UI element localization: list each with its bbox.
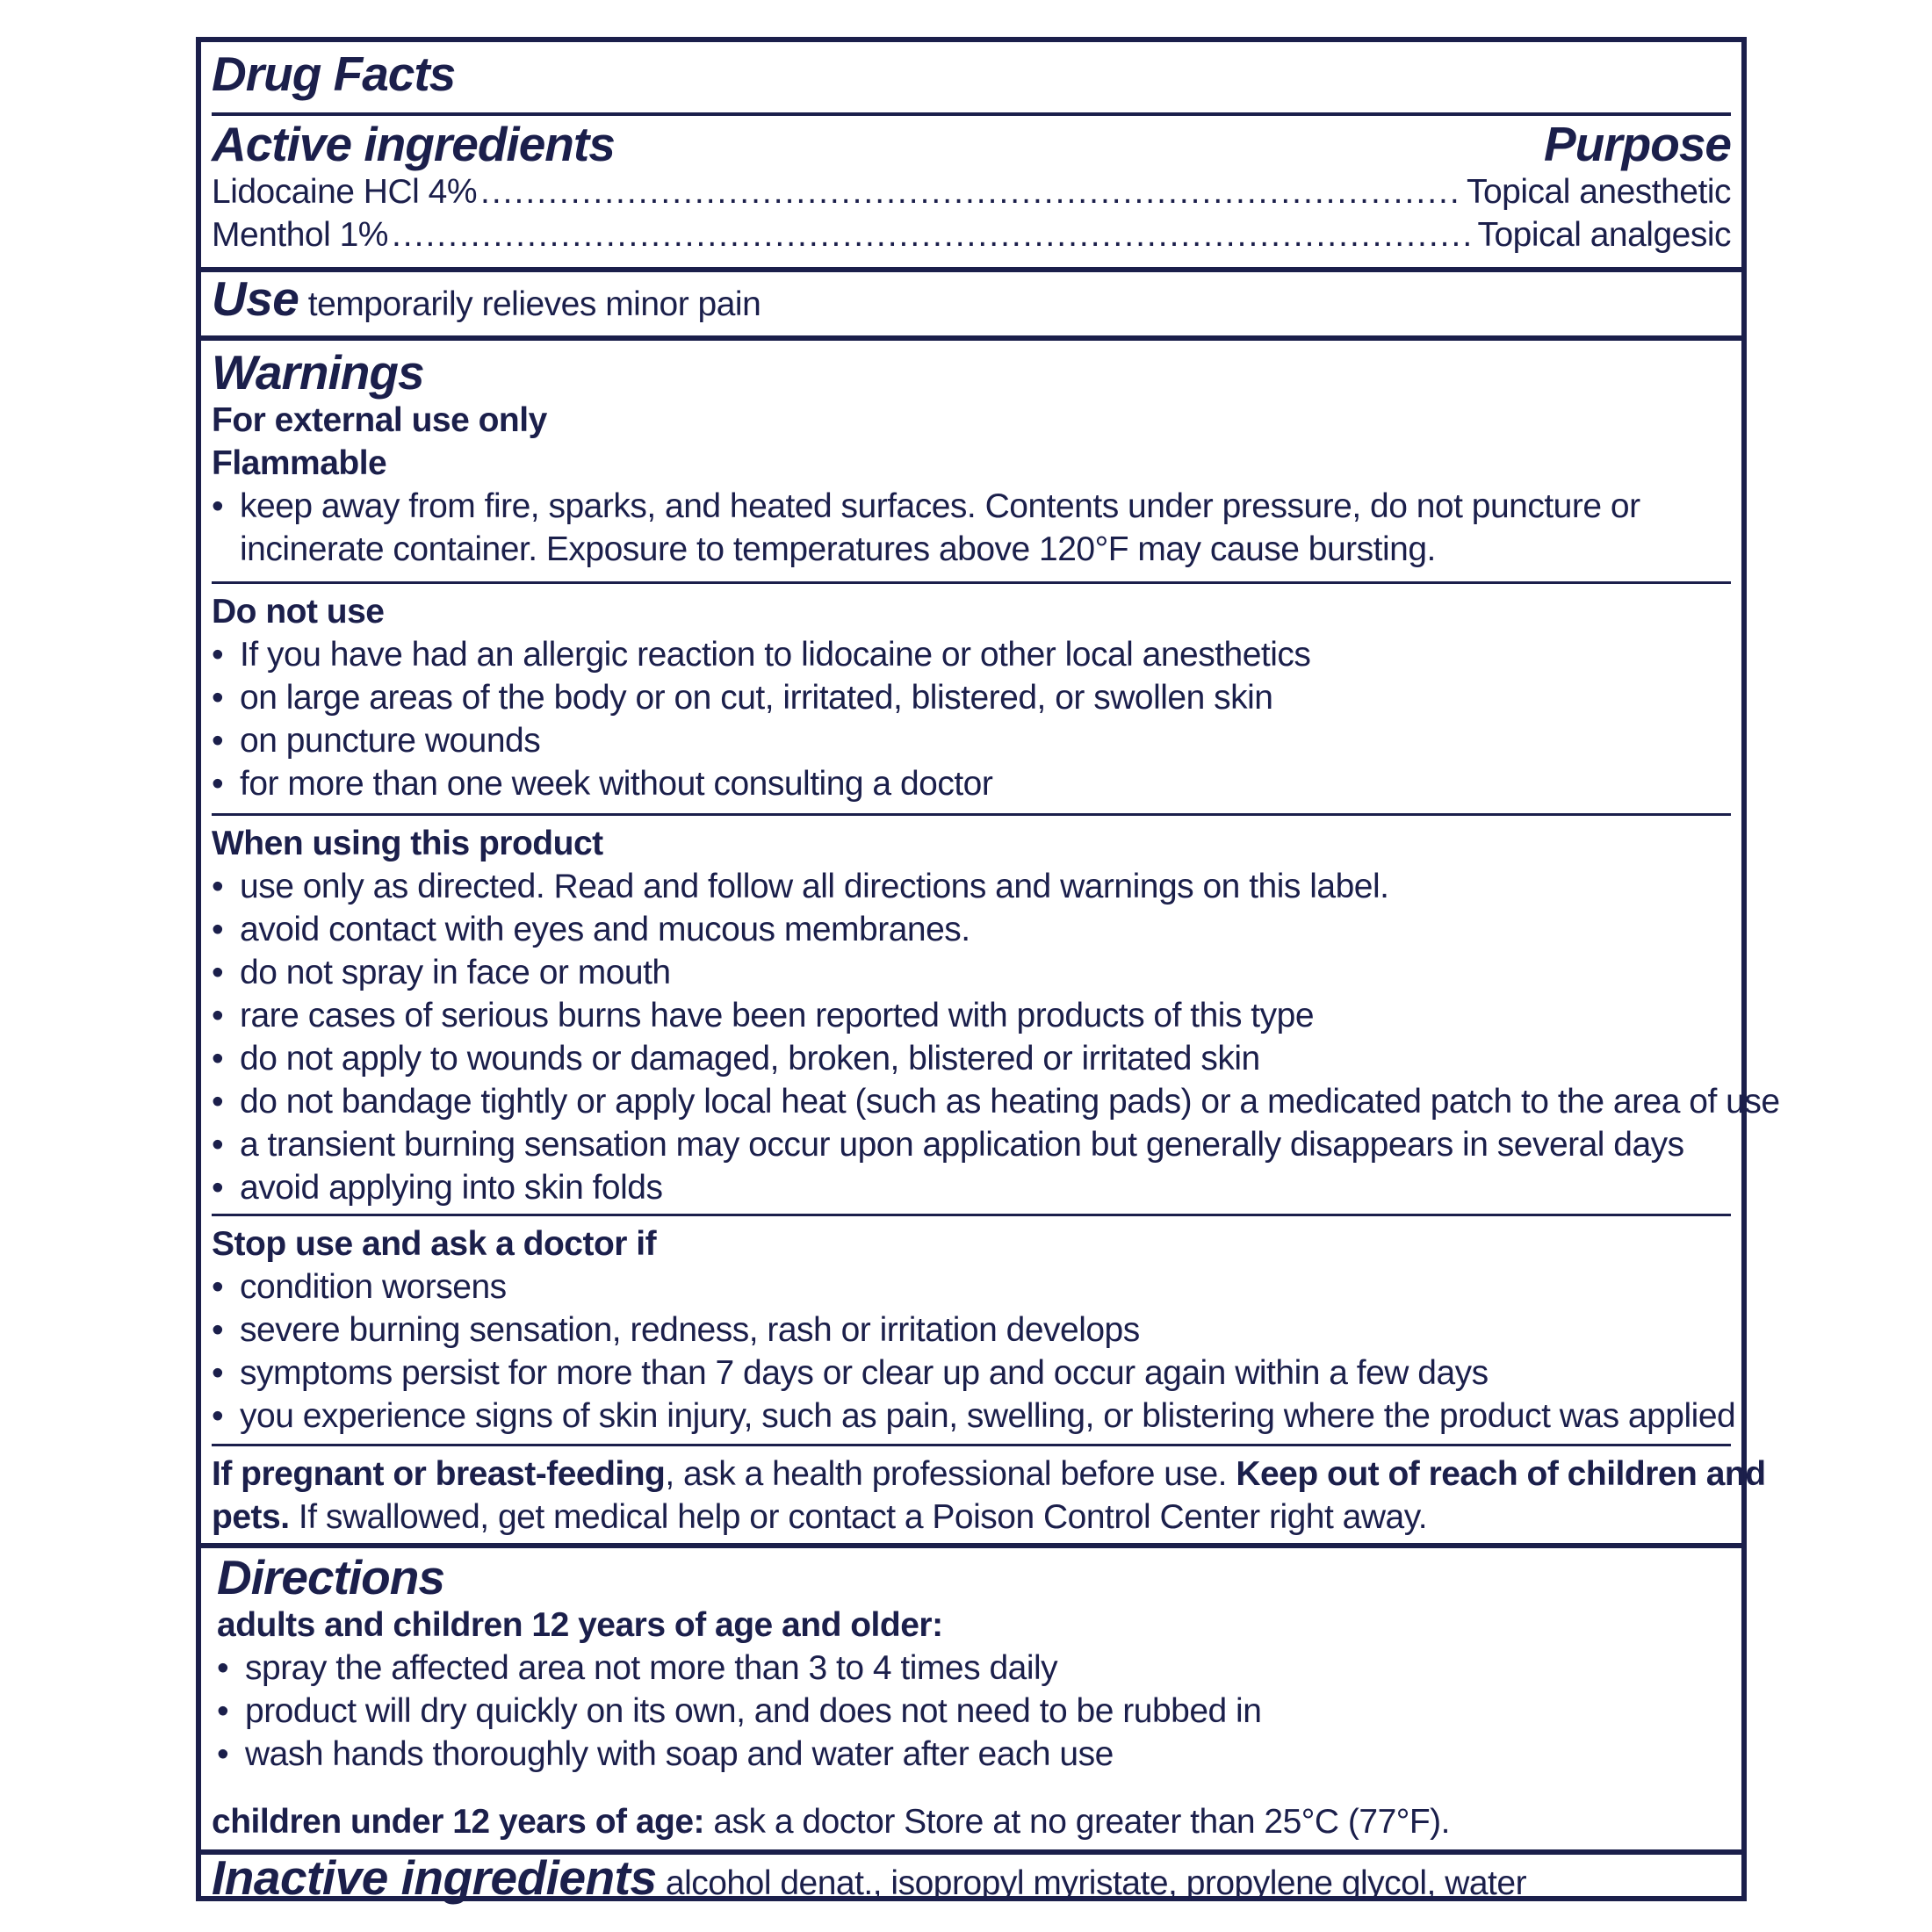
list-item-text: severe burning sensation, redness, rash or irritation develops bbox=[240, 1311, 1140, 1349]
directions-section bbox=[201, 1551, 1741, 1776]
bullet: • bbox=[212, 1397, 224, 1435]
ingredient-purpose: Topical analgesic bbox=[1477, 216, 1731, 254]
ingredient-purpose: Topical anesthetic bbox=[1466, 173, 1731, 211]
list-item-text: on puncture wounds bbox=[240, 722, 541, 760]
list-item-text: If you have had an allergic reaction to lidocaine or other local anesthetics bbox=[240, 636, 1311, 674]
bullet: • bbox=[212, 954, 224, 991]
active-ingredients-heading: Active ingredients bbox=[212, 117, 615, 171]
list-item bbox=[212, 1123, 1731, 1166]
divider bbox=[212, 1444, 1731, 1446]
list-item-continuation bbox=[212, 528, 1731, 571]
list-item-text: do not apply to wounds or damaged, broken, blistered or irritated skin bbox=[240, 1040, 1260, 1078]
list-item bbox=[212, 719, 1731, 762]
list-item bbox=[217, 1690, 1731, 1733]
pregnant-text: , ask a health professional before use. bbox=[665, 1455, 1236, 1493]
list-item-text: spray the affected area not more than 3 to 4 times daily bbox=[245, 1649, 1058, 1687]
list-item-text: a transient burning sensation may occur upon application but generally disappears in several days bbox=[240, 1126, 1684, 1164]
list-item bbox=[212, 1352, 1731, 1395]
divider bbox=[212, 112, 1731, 116]
bullet: • bbox=[217, 1649, 229, 1687]
bullet: • bbox=[212, 911, 224, 948]
list-item-text: do not bandage tightly or apply local heat (such as heating pads) or a medicated patch to the area of use bbox=[240, 1083, 1780, 1121]
list-item bbox=[212, 994, 1731, 1037]
dot-leader bbox=[480, 170, 1463, 213]
divider bbox=[212, 813, 1731, 816]
list-item bbox=[212, 633, 1731, 676]
use-text: temporarily relieves minor pain bbox=[307, 285, 761, 323]
list-item-text: do not spray in face or mouth bbox=[240, 954, 671, 991]
list-item bbox=[217, 1647, 1731, 1690]
list-item bbox=[212, 676, 1731, 719]
divider bbox=[212, 1214, 1731, 1216]
list-item bbox=[212, 908, 1731, 951]
list-item bbox=[212, 865, 1731, 908]
bullet: • bbox=[217, 1735, 229, 1773]
pregnancy-section bbox=[201, 1453, 1766, 1539]
stop-use-section bbox=[201, 1222, 1741, 1438]
inactive-heading: Inactive ingredients bbox=[212, 1850, 657, 1905]
purpose-heading: Purpose bbox=[1543, 117, 1731, 171]
keep-out-bold: Keep out of reach of children and bbox=[1236, 1455, 1766, 1493]
pets-bold: pets. bbox=[212, 1498, 290, 1536]
bullet: • bbox=[212, 487, 224, 525]
list-item-text: avoid contact with eyes and mucous membranes. bbox=[240, 911, 970, 948]
bullet: • bbox=[212, 1354, 224, 1392]
drug-facts-title-section bbox=[201, 47, 1741, 100]
bullet: • bbox=[212, 997, 224, 1034]
list-item-text: on large areas of the body or on cut, irritated, blistered, or swollen skin bbox=[240, 679, 1273, 717]
bullet: • bbox=[212, 679, 224, 717]
warnings-section bbox=[201, 346, 1741, 571]
list-item-text: product will dry quickly on its own, and does not need to be rubbed in bbox=[245, 1692, 1262, 1730]
list-item bbox=[212, 1308, 1731, 1352]
dot-leader bbox=[392, 213, 1474, 256]
when-using-heading: When using this product bbox=[212, 825, 603, 862]
bullet: • bbox=[212, 1169, 224, 1207]
list-item bbox=[212, 1166, 1731, 1209]
list-item-text: rare cases of serious burns have been reported with products of this type bbox=[240, 997, 1315, 1034]
use-section bbox=[201, 271, 1741, 326]
do-not-use-section bbox=[201, 590, 1741, 805]
list-item bbox=[212, 485, 1731, 528]
bullet: • bbox=[212, 1268, 224, 1306]
list-item-text: avoid applying into skin folds bbox=[240, 1169, 663, 1207]
list-item-text: incinerate container. Exposure to temperatures above 120°F may cause bursting. bbox=[240, 530, 1436, 568]
adults-heading: adults and children 12 years of age and older: bbox=[217, 1606, 943, 1644]
bullet: • bbox=[212, 1083, 224, 1121]
list-item-text: condition worsens bbox=[240, 1268, 507, 1306]
bullet: • bbox=[212, 868, 224, 905]
ingredient-name: Lidocaine HCl 4% bbox=[212, 173, 478, 211]
directions-heading: Directions bbox=[217, 1550, 444, 1604]
drug-facts-panel bbox=[196, 37, 1780, 1905]
drug-facts-title: Drug Facts bbox=[212, 47, 456, 101]
list-item bbox=[212, 762, 1731, 805]
use-heading: Use bbox=[212, 271, 299, 326]
list-item bbox=[212, 1395, 1736, 1438]
list-item bbox=[212, 951, 1731, 994]
list-item bbox=[212, 1080, 1780, 1123]
divider bbox=[201, 267, 1741, 272]
list-item-text: wash hands thoroughly with soap and water after each use bbox=[245, 1735, 1114, 1773]
warnings-heading: Warnings bbox=[212, 345, 424, 400]
ingredient-row bbox=[212, 170, 1731, 213]
when-using-section bbox=[201, 822, 1780, 1209]
list-item bbox=[212, 1265, 1731, 1308]
swallowed-text: If swallowed, get medical help or contact a Poison Control Center right away. bbox=[289, 1498, 1428, 1536]
external-use-note: For external use only bbox=[212, 401, 547, 439]
children-text: ask a doctor Store at no greater than 25°C (77°F). bbox=[704, 1803, 1451, 1841]
list-item bbox=[212, 1037, 1731, 1080]
inactive-ingredients-section bbox=[201, 1850, 1741, 1905]
list-item-text: symptoms persist for more than 7 days or clear up and occur again within a few days bbox=[240, 1354, 1489, 1392]
do-not-use-heading: Do not use bbox=[212, 593, 385, 631]
bullet: • bbox=[212, 636, 224, 674]
bullet: • bbox=[212, 1126, 224, 1164]
divider bbox=[201, 1543, 1741, 1548]
active-ingredients-section bbox=[201, 118, 1741, 256]
children-under-12 bbox=[201, 1800, 1741, 1843]
divider bbox=[201, 335, 1741, 341]
bullet: • bbox=[217, 1692, 229, 1730]
bullet: • bbox=[212, 1311, 224, 1349]
children-bold: children under 12 years of age: bbox=[212, 1803, 705, 1841]
list-item-text: you experience signs of skin injury, such as pain, swelling, or blistering where the product was applied bbox=[240, 1397, 1736, 1435]
bullet: • bbox=[212, 1040, 224, 1078]
list-item-text: keep away from fire, sparks, and heated surfaces. Contents under pressure, do not puncture or bbox=[240, 487, 1640, 525]
inactive-text: alcohol denat., isopropyl myristate, propylene glycol, water bbox=[665, 1864, 1527, 1902]
flammable-heading: Flammable bbox=[212, 444, 387, 482]
stop-use-heading: Stop use and ask a doctor if bbox=[212, 1225, 657, 1263]
list-item-text: use only as directed. Read and follow all directions and warnings on this label. bbox=[240, 868, 1389, 905]
divider bbox=[212, 581, 1731, 584]
bullet: • bbox=[212, 722, 224, 760]
pregnant-bold: If pregnant or breast-feeding bbox=[212, 1455, 666, 1493]
list-item-text: for more than one week without consulting a doctor bbox=[240, 765, 993, 803]
ingredient-name: Menthol 1% bbox=[212, 216, 388, 254]
list-item bbox=[217, 1733, 1731, 1776]
bullet: • bbox=[212, 765, 224, 803]
ingredient-row bbox=[212, 213, 1731, 256]
